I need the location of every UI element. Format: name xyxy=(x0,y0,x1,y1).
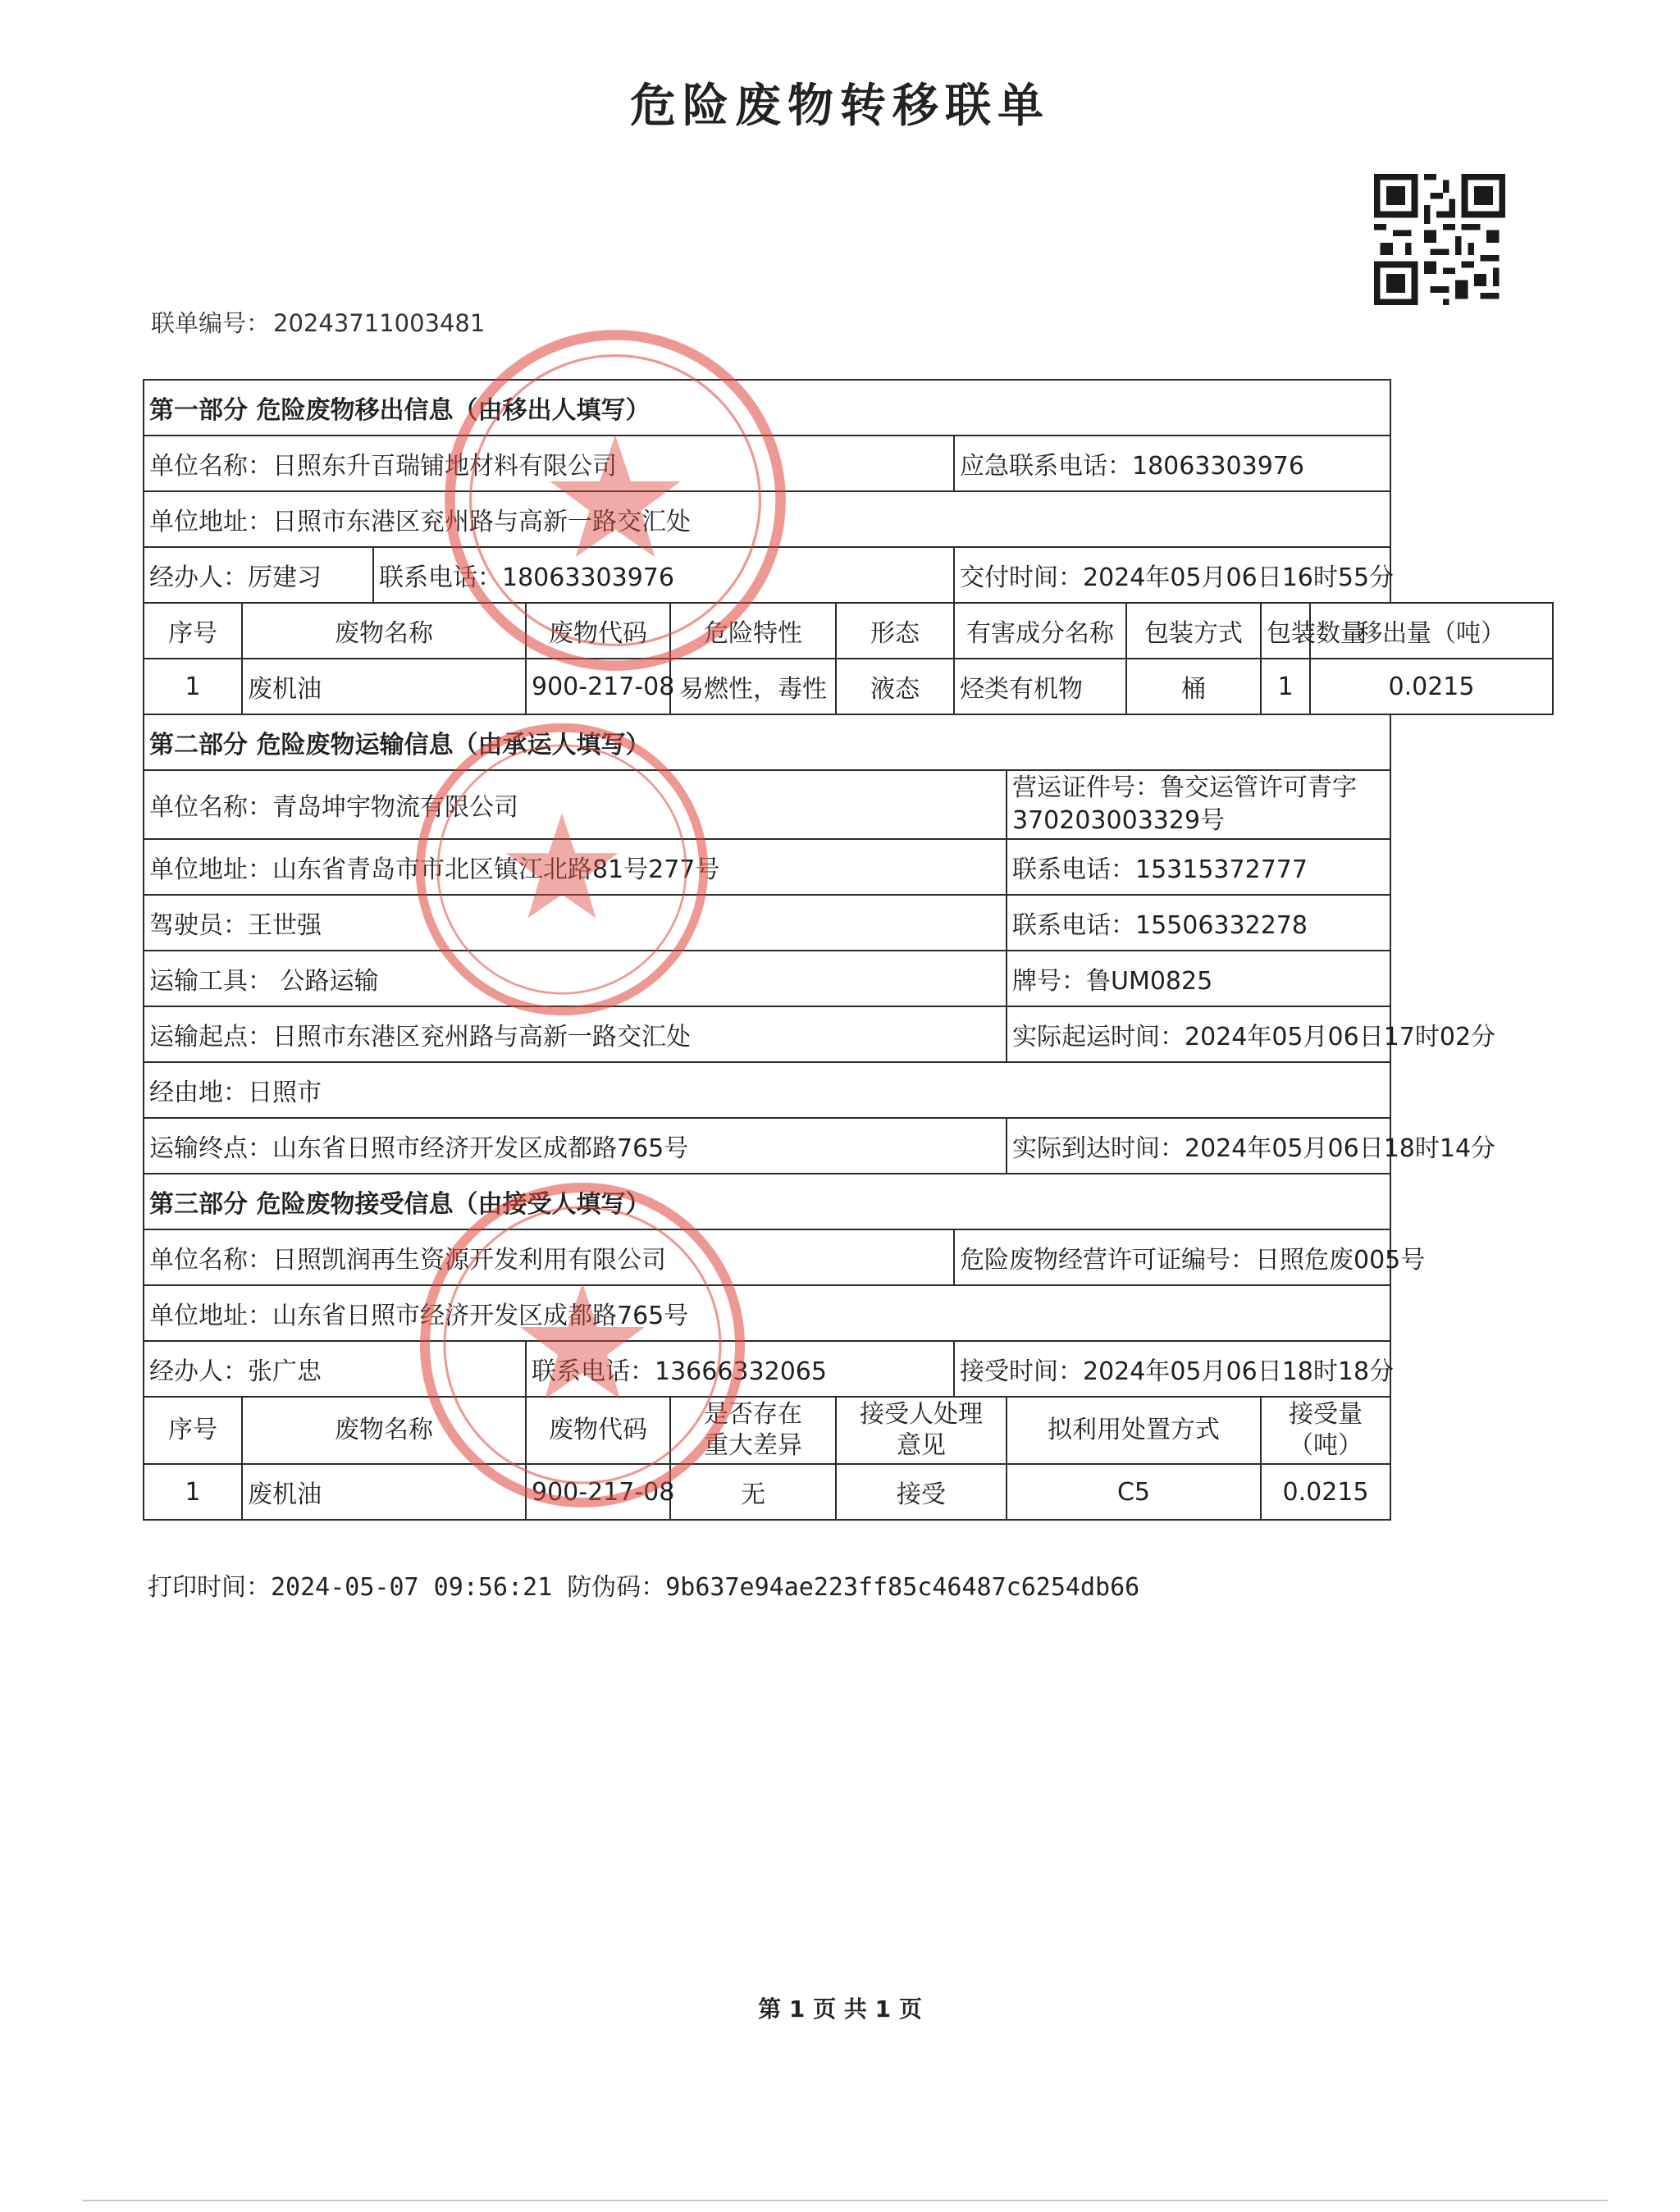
part3-address: 单位地址：山东省日照市经济开发区成都路765号 xyxy=(144,1285,1390,1341)
form-number xyxy=(148,305,485,339)
part2-permit xyxy=(1007,770,1390,839)
part2-heading: 第二部分 危险废物运输信息（由承运人填写） xyxy=(144,714,1390,770)
part3-row-cell: 无 xyxy=(670,1464,836,1520)
part2-via: 经由地：日照市 xyxy=(144,1062,1390,1118)
form-number-value: 20243711003481 xyxy=(273,309,486,337)
part1-row-cell: 1 xyxy=(144,659,242,714)
part2-origin: 运输起点：日照市东港区兖州路与高新一路交汇处 xyxy=(144,1006,1007,1062)
part3-receive-time: 接受时间：2024年05月06日18时18分 xyxy=(954,1341,1390,1397)
part1-emergency-phone: 应急联系电话：18063303976 xyxy=(954,436,1390,491)
part1-row-cell: 废机油 xyxy=(242,659,526,714)
part3-header-cell: 接受人处理意见 xyxy=(836,1397,1007,1464)
document-title: 危险废物转移联单 xyxy=(630,79,1050,133)
part3-row-cell: 接受 xyxy=(836,1464,1007,1520)
part1-heading: 第一部分 危险废物移出信息（由移出人填写） xyxy=(144,380,1390,436)
qr-code xyxy=(1374,174,1505,305)
part2-unit-name: 单位名称：青岛坤宇物流有限公司 xyxy=(144,770,1007,839)
part3-header-cell: 拟利用处置方式 xyxy=(1007,1397,1261,1464)
part3-header-cell: 序号 xyxy=(144,1397,242,1464)
part1-address: 单位地址：日照市东港区兖州路与高新一路交汇处 xyxy=(144,491,1390,547)
part3-header-cell: 废物名称 xyxy=(242,1397,526,1464)
part1-unit-name: 单位名称：日照东升百瑞铺地材料有限公司 xyxy=(144,436,954,491)
part3-phone: 联系电话：13666332065 xyxy=(526,1341,954,1397)
part3-heading: 第三部分 危险废物接受信息（由接受人填写） xyxy=(144,1174,1390,1229)
part1-row-cell: 烃类有机物 xyxy=(954,659,1126,714)
part2-permit-label: 营运证件号：鲁交运管许可青字 xyxy=(1012,773,1357,802)
part2-address: 单位地址：山东省青岛市市北区镇江北路81号277号 xyxy=(144,839,1007,895)
part3-handler: 经办人：张广忠 xyxy=(144,1341,526,1397)
part3-license: 危险废物经营许可证编号：日照危废005号 xyxy=(954,1229,1390,1285)
part1-row-cell: 易燃性，毒性 xyxy=(670,659,836,714)
part3-row-cell: 900-217-08 xyxy=(526,1464,670,1520)
part3-header-cell: 是否存在重大差异 xyxy=(670,1397,836,1464)
part1-header-cell: 包装方式 xyxy=(1126,603,1261,659)
part1-handler: 经办人：厉建习 xyxy=(144,547,373,603)
part1-handover-time: 交付时间：2024年05月06日16时55分 xyxy=(954,547,1390,603)
part2-depart-time: 实际起运时间：2024年05月06日17时02分 xyxy=(1007,1006,1390,1062)
print-time-label: 打印时间： xyxy=(148,1573,271,1602)
part2-permit-number: 370203003329号 xyxy=(1012,806,1226,835)
print-info xyxy=(148,1567,1139,1603)
part2-vehicle: 运输工具： 公路运输 xyxy=(144,951,1007,1006)
part1-header-cell: 有害成分名称 xyxy=(954,603,1126,659)
part1-row-cell: 900-217-08 xyxy=(526,659,670,714)
part1-header-cell: 废物代码 xyxy=(526,603,670,659)
part1-row-cell: 0.0215 xyxy=(1310,659,1553,714)
part1-header-cell: 移出量（吨） xyxy=(1310,603,1553,659)
security-code-label: 防伪码： xyxy=(567,1573,666,1602)
part2-destination: 运输终点：山东省日照市经济开发区成都路765号 xyxy=(144,1118,1007,1174)
form-number-label: 联单编号： xyxy=(151,309,271,337)
security-code: 9b637e94ae223ff85c46487c6254db66 xyxy=(665,1573,1140,1602)
part1-phone: 联系电话：18063303976 xyxy=(373,547,954,603)
part3-row-cell: 0.0215 xyxy=(1261,1464,1390,1520)
part1-row-cell: 液态 xyxy=(836,659,954,714)
part3-unit-name: 单位名称：日照凯润再生资源开发利用有限公司 xyxy=(144,1229,954,1285)
part2-arrive-time: 实际到达时间：2024年05月06日18时14分 xyxy=(1007,1118,1390,1174)
part3-row-cell: C5 xyxy=(1007,1464,1261,1520)
part1-header-cell: 危险特性 xyxy=(670,603,836,659)
part3-header-cell: 接受量（吨） xyxy=(1261,1397,1390,1464)
part3-header-cell: 废物代码 xyxy=(526,1397,670,1464)
part3-row-cell: 1 xyxy=(144,1464,242,1520)
page-edge-divider xyxy=(82,2200,1608,2201)
part1-row-cell: 桶 xyxy=(1126,659,1261,714)
part2-plate: 牌号：鲁UM0825 xyxy=(1007,951,1390,1006)
transfer-form-table xyxy=(143,379,1554,1521)
part2-phone: 联系电话：15315372777 xyxy=(1007,839,1390,895)
print-time: 2024-05-07 09:56:21 xyxy=(271,1573,553,1602)
part1-row-cell: 1 xyxy=(1261,659,1310,714)
part1-header-cell: 包装数量 xyxy=(1261,603,1310,659)
part3-row-cell: 废机油 xyxy=(242,1464,526,1520)
part1-header-cell: 序号 xyxy=(144,603,242,659)
part2-driver: 驾驶员：王世强 xyxy=(144,895,1007,951)
page-number: 第 1 页 共 1 页 xyxy=(758,1995,922,2023)
part1-header-cell: 形态 xyxy=(836,603,954,659)
part1-header-cell: 废物名称 xyxy=(242,603,526,659)
part2-driver-phone: 联系电话：15506332278 xyxy=(1007,895,1390,951)
